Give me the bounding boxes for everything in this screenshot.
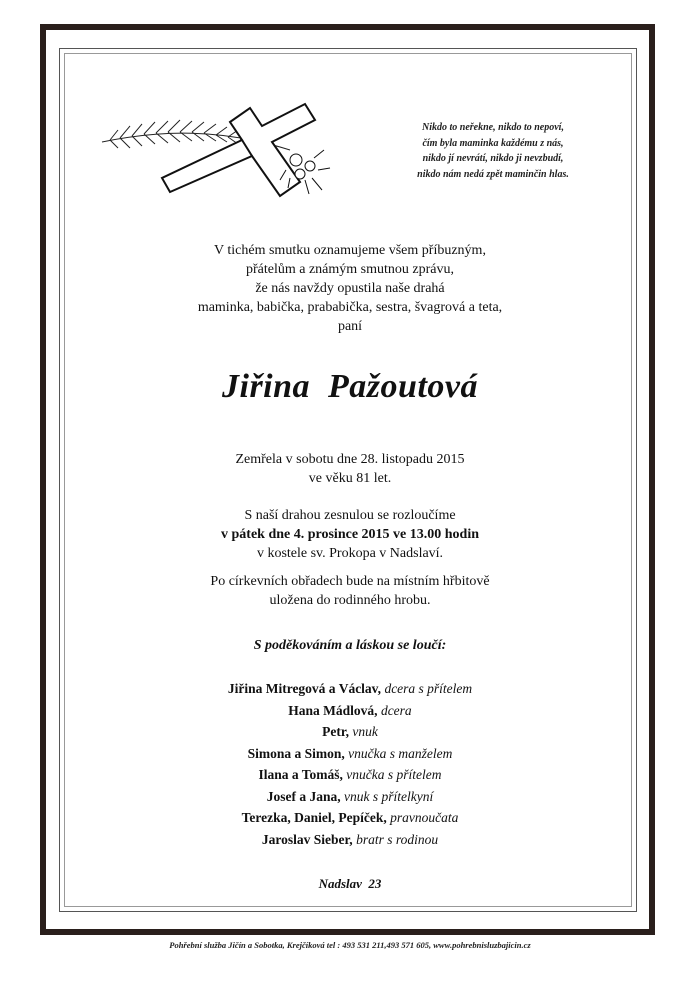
burial-line: Po církevních obřadech bude na místním hřbitově	[210, 574, 490, 589]
poem-line: čím byla maminka každému z nás,	[422, 137, 564, 149]
farewell-line: S naší drahou zesnulou se rozloučíme	[244, 508, 456, 523]
mourner-row	[0, 678, 700, 700]
mourner-relation: vnučka s přítelem	[346, 767, 442, 782]
mourner-names: Ilana a Tomáš,	[258, 767, 343, 782]
intro-line: že nás navždy opustila naše drahá	[255, 281, 445, 296]
mourner-relation: dcera	[380, 702, 412, 718]
funeral-details	[0, 506, 700, 563]
funeral-location: v kostele sv. Prokopa v Nadslaví.	[256, 546, 444, 561]
poem-line: Nikdo to neřekne, nikdo to nepoví,	[422, 122, 564, 133]
poem	[398, 120, 588, 182]
mourners-list	[0, 678, 700, 850]
funeral-service-footer: Pohřební služba Jičín a Sobotka, Krejčíková tel : 493 531 211,493 571 605, www.pohrebnisluzbajicin.cz	[169, 940, 531, 950]
funeral-date-time: v pátek dne 4. prosince 2015 ve 13.00 hodin	[221, 527, 479, 542]
cross-with-palm-branch-icon	[100, 100, 340, 210]
burial-line: uložena do rodinného hrobu.	[269, 593, 431, 608]
mourner-row	[0, 807, 700, 829]
mourner-row	[0, 743, 700, 765]
mourner-names: Jiřina Mitregová a Václav,	[227, 681, 382, 696]
mourner-row	[0, 786, 700, 808]
mourner-relation: vnuk s přítelkyní	[344, 788, 434, 804]
death-age: ve věku 81 let.	[308, 471, 392, 486]
burial-details	[0, 572, 700, 610]
death-notice	[0, 450, 700, 488]
mourner-row	[0, 829, 700, 851]
mourner-names: Petr,	[322, 724, 349, 739]
address: Nadslav 23	[318, 876, 382, 891]
poem-line: nikdo jí nevrátí, nikdo ji nevzbudí,	[422, 153, 564, 164]
mourner-relation: bratr s rodinou	[356, 831, 439, 847]
mourner-names: Hana Mádlová,	[288, 702, 378, 718]
intro-line: V tichém smutku oznamujeme všem příbuzným,	[214, 243, 486, 258]
mourner-relation: pravnoučata	[390, 810, 459, 825]
mourner-names: Simona a Simon,	[247, 745, 345, 761]
intro-line: maminka, babička, prababička, sestra, švagrová a teta,	[197, 300, 503, 315]
mourner-row	[0, 764, 700, 786]
mourner-row	[0, 700, 700, 722]
poem-line: nikdo nám nedá zpět maminčin hlas.	[417, 168, 569, 180]
mourner-names: Jaroslav Sieber,	[261, 831, 353, 847]
mourner-relation: vnuk	[352, 724, 378, 739]
intro-line: paní	[337, 319, 363, 334]
mourner-names: Josef a Jana,	[266, 788, 341, 804]
mourner-row	[0, 721, 700, 743]
death-date: Zemřela v sobotu dne 28. listopadu 2015	[235, 452, 465, 467]
announcement-intro	[0, 241, 700, 336]
mourner-relation: dcera s přítelem	[384, 681, 473, 696]
mourner-names: Terezka, Daniel, Pepíček,	[241, 810, 387, 825]
thanks-heading: S poděkováním a láskou se loučí:	[253, 638, 447, 653]
mourner-relation: vnučka s manželem	[348, 745, 453, 761]
intro-line: přátelům a známým smutnou zprávu,	[246, 262, 454, 277]
deceased-name: Jiřina Pažoutová	[222, 368, 478, 405]
